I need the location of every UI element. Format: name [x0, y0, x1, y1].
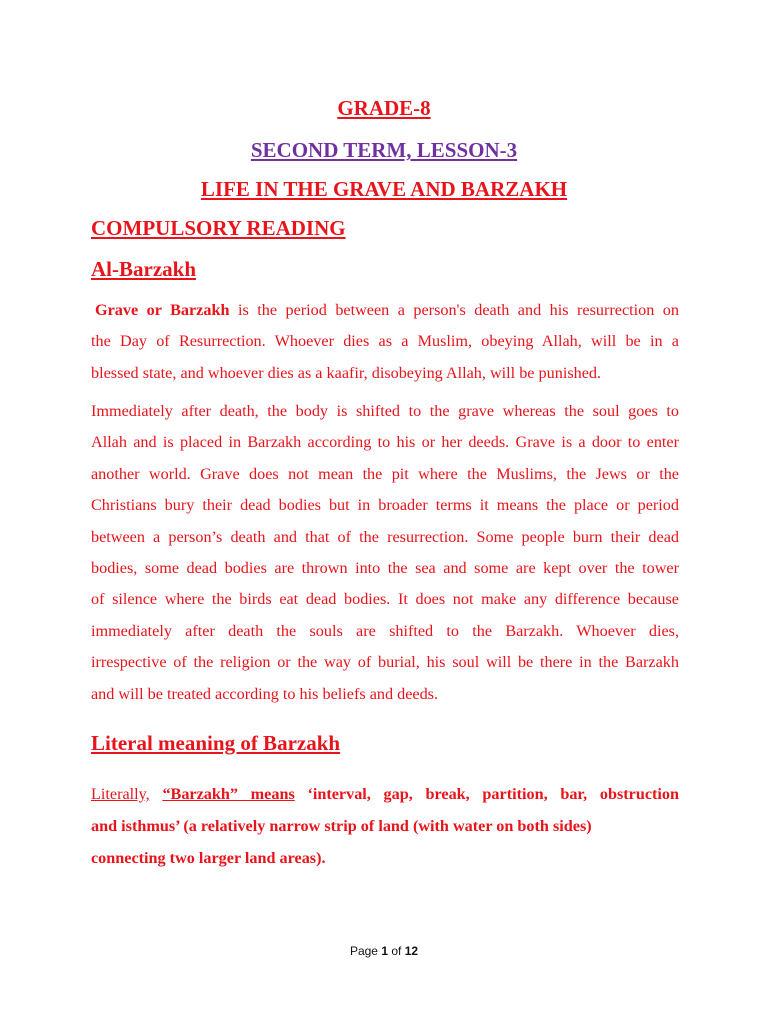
paragraph-line: Allah and is placed in Barzakh according to his or her deeds. Grave is a door to enter: [91, 433, 679, 452]
paragraph-line: another world. Grave does not mean the pit where the Muslims, the Jews or the: [91, 464, 679, 483]
page-footer: [0, 944, 768, 958]
paragraph-line: and isthmus’ (a relatively narrow strip of land (with water on both sides): [91, 817, 592, 835]
paragraph-line: connecting two larger land areas).: [91, 849, 326, 867]
al-barzakh-heading: Al-Barzakh: [91, 257, 196, 281]
barzakh-means-text: “Barzakh” means: [162, 785, 295, 803]
paragraph-line: Immediately after death, the body is shifted to the grave whereas the soul goes to: [91, 402, 679, 420]
page-number: 1: [381, 944, 388, 958]
paragraph-text: is the period between a person's death and his resurrection on: [229, 301, 679, 319]
paragraph-line: of silence where the birds eat dead bodies. It does not make any difference because: [91, 590, 679, 609]
paragraph-line: between a person’s death and that of the resurrection. Some people burn their dead: [91, 527, 679, 546]
grave-or-barzakh-term: Grave or Barzakh: [95, 301, 230, 319]
paragraph-line: blessed state, and whoever dies as a kaafir, disobeying Allah, will be punished.: [91, 363, 602, 382]
term-heading: SECOND TERM, LESSON-3: [250, 138, 518, 162]
compulsory-reading-heading: COMPULSORY READING: [91, 216, 346, 240]
page-label: Page: [349, 944, 378, 958]
of-label: of: [391, 944, 402, 958]
paragraph-line: immediately after death the souls are shifted to the Barzakh. Whoever dies,: [91, 621, 679, 640]
grade-heading: GRADE-8: [337, 96, 431, 120]
paragraph-line: and will be treated according to his beliefs and deeds.: [91, 684, 439, 703]
paragraph-line: [91, 778, 679, 810]
paragraph-line: irrespective of the religion or the way of burial, his soul will be there in the Barzakh: [91, 653, 679, 672]
paragraph-line: the Day of Resurrection. Whoever dies as a Muslim, obeying Allah, will be in a: [91, 332, 679, 351]
paragraph-literal-meaning: [91, 778, 679, 874]
paragraph-line: [91, 295, 679, 326]
paragraph-line: Christians bury their dead bodies but in broader terms it means the place or period: [91, 496, 679, 515]
paragraph-line: bodies, some dead bodies are thrown into the sea and some are kept over the tower: [91, 559, 679, 578]
page-total: 12: [404, 944, 419, 958]
literal-meaning-heading: Literal meaning of Barzakh: [91, 731, 341, 755]
literally-text: Literally,: [91, 785, 150, 803]
lesson-title: LIFE IN THE GRAVE AND BARZAKH: [200, 177, 568, 201]
paragraph-after-death: [91, 396, 679, 710]
paragraph-definition: [91, 295, 679, 389]
paragraph-text: ‘interval, gap, break, partition, bar, obstruction: [307, 785, 680, 803]
